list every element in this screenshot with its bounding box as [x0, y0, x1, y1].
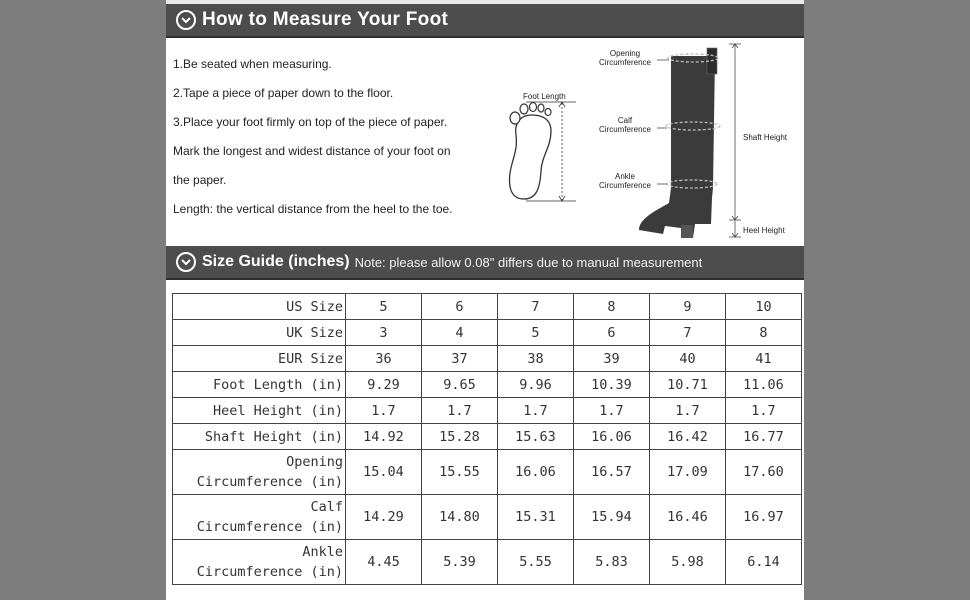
- size-guide-title: Size Guide (inches): [202, 253, 350, 270]
- table-cell: 16.57: [574, 450, 650, 495]
- instruction-line: Length: the vertical distance from the heel to the toe.: [173, 202, 453, 216]
- chevron-down-circle-icon: [176, 10, 196, 30]
- table-cell: 16.77: [726, 424, 802, 450]
- toe-icon: [510, 112, 520, 124]
- table-row: [173, 450, 802, 495]
- row-label: [173, 540, 346, 585]
- row-label-line: Heel Height (in): [212, 402, 343, 419]
- table-cell: 14.29: [346, 495, 422, 540]
- table-cell: 38: [498, 346, 574, 372]
- table-cell: 9: [650, 294, 726, 320]
- row-label-line: Opening: [286, 454, 343, 470]
- table-cell: 16.06: [574, 424, 650, 450]
- table-cell: 17.60: [726, 450, 802, 495]
- toe-icon: [545, 109, 551, 116]
- table-cell: 5.39: [422, 540, 498, 585]
- instruction-line: 2.Tape a piece of paper down to the floor.: [173, 86, 394, 100]
- table-row: [173, 346, 802, 372]
- chevron-down-circle-icon: [176, 252, 196, 272]
- table-cell: 8: [574, 294, 650, 320]
- measure-instructions: [173, 50, 493, 224]
- toe-icon: [538, 104, 544, 112]
- row-label-line: Circumference (in): [196, 474, 343, 490]
- row-label-line: Circumference (in): [196, 564, 343, 580]
- table-cell: 15.04: [346, 450, 422, 495]
- table-cell: 16.97: [726, 495, 802, 540]
- table-cell: 4.45: [346, 540, 422, 585]
- heel-label: Heel Height: [743, 226, 785, 235]
- row-label-line: Ankle: [302, 544, 343, 560]
- table-cell: 40: [650, 346, 726, 372]
- calf-label: Calf: [617, 116, 633, 125]
- table-cell: 5.98: [650, 540, 726, 585]
- row-label: [173, 450, 346, 495]
- instruction-line: 1.Be seated when measuring.: [173, 57, 332, 71]
- table-cell: 9.65: [422, 372, 498, 398]
- table-row: [173, 398, 802, 424]
- table-cell: 9.29: [346, 372, 422, 398]
- table-cell: 9.96: [498, 372, 574, 398]
- row-label-line: Shaft Height (in): [204, 428, 343, 445]
- table-cell: 5: [346, 294, 422, 320]
- row-label: [173, 346, 346, 372]
- table-cell: 1.7: [422, 398, 498, 424]
- table-row: [173, 540, 802, 585]
- row-label-line: Calf: [310, 499, 343, 515]
- table-cell: 4: [422, 320, 498, 346]
- size-guide-header: [166, 246, 804, 280]
- table-cell: 15.28: [422, 424, 498, 450]
- row-label: [173, 320, 346, 346]
- boot-heel: [681, 225, 693, 238]
- table-cell: 15.63: [498, 424, 574, 450]
- size-chart-panel: [166, 0, 804, 600]
- table-cell: 39: [574, 346, 650, 372]
- table-cell: 16.46: [650, 495, 726, 540]
- toe-icon: [530, 103, 537, 112]
- row-label-line: EUR Size: [277, 350, 343, 367]
- table-cell: 1.7: [650, 398, 726, 424]
- table-row: [173, 372, 802, 398]
- table-cell: 6.14: [726, 540, 802, 585]
- table-cell: 10.39: [574, 372, 650, 398]
- row-label: [173, 398, 346, 424]
- table-row: [173, 320, 802, 346]
- ankle-label: Ankle: [614, 172, 636, 181]
- table-cell: 6: [574, 320, 650, 346]
- table-cell: 7: [498, 294, 574, 320]
- table-cell: 5.83: [574, 540, 650, 585]
- table-cell: 3: [346, 320, 422, 346]
- table-cell: 1.7: [498, 398, 574, 424]
- row-label: [173, 294, 346, 320]
- table-cell: 1.7: [726, 398, 802, 424]
- table-cell: 14.92: [346, 424, 422, 450]
- row-label: [173, 372, 346, 398]
- foot-length-label: Foot Length: [523, 92, 566, 101]
- boot-diagram: [591, 38, 801, 243]
- boot-shape: [639, 56, 715, 238]
- table-cell: 17.09: [650, 450, 726, 495]
- table-cell: 15.31: [498, 495, 574, 540]
- table-cell: 41: [726, 346, 802, 372]
- table-cell: 1.7: [346, 398, 422, 424]
- instruction-line: the paper.: [173, 173, 227, 187]
- table-cell: 11.06: [726, 372, 802, 398]
- measure-title: How to Measure Your Foot: [202, 9, 449, 30]
- opening-label: Opening: [609, 49, 641, 58]
- table-row: [173, 495, 802, 540]
- size-guide-note: Note: please allow 0.08" differs due to manual measurement: [354, 254, 703, 270]
- table-cell: 8: [726, 320, 802, 346]
- table-row: [173, 424, 802, 450]
- row-label: [173, 495, 346, 540]
- size-table-wrap: [172, 293, 802, 585]
- row-label-line: Circumference (in): [196, 519, 343, 535]
- instruction-line: 3.Place your foot firmly on top of the piece of paper.: [173, 115, 448, 129]
- foot-outline: [510, 115, 551, 199]
- table-cell: 16.06: [498, 450, 574, 495]
- table-cell: 7: [650, 320, 726, 346]
- table-cell: 5: [498, 320, 574, 346]
- table-cell: 1.7: [574, 398, 650, 424]
- row-label: [173, 424, 346, 450]
- row-label-line: US Size: [286, 298, 343, 315]
- size-table: [172, 293, 802, 585]
- table-cell: 10.71: [650, 372, 726, 398]
- foot-diagram: [496, 85, 581, 205]
- measure-header: [166, 4, 804, 38]
- table-cell: 16.42: [650, 424, 726, 450]
- table-row: [173, 294, 802, 320]
- instruction-line: Mark the longest and widest distance of your foot on: [173, 144, 451, 158]
- table-cell: 14.80: [422, 495, 498, 540]
- row-label-line: Foot Length (in): [212, 376, 343, 393]
- table-cell: 37: [422, 346, 498, 372]
- table-cell: 15.94: [574, 495, 650, 540]
- toe-icon: [520, 104, 528, 114]
- row-label-line: UK Size: [286, 324, 343, 341]
- opening-label-2: Circumference: [598, 58, 652, 67]
- table-cell: 6: [422, 294, 498, 320]
- ankle-label-2: Circumference: [598, 181, 652, 190]
- table-cell: 15.55: [422, 450, 498, 495]
- shaft-label: Shaft Height: [743, 133, 788, 142]
- calf-label-2: Circumference: [598, 125, 652, 134]
- table-cell: 5.55: [498, 540, 574, 585]
- table-cell: 10: [726, 294, 802, 320]
- table-cell: 36: [346, 346, 422, 372]
